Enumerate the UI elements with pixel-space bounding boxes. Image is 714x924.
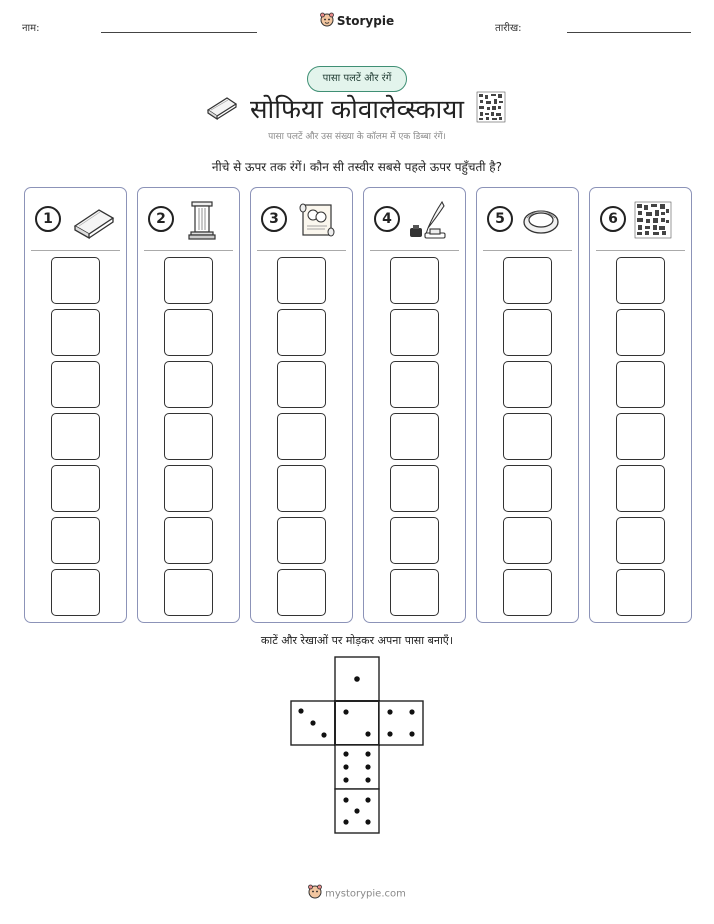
- color-box[interactable]: [390, 361, 439, 408]
- color-box[interactable]: [277, 309, 326, 356]
- dice-net[interactable]: [290, 656, 426, 842]
- color-box[interactable]: [503, 257, 552, 304]
- instruction: नीचे से ऊपर तक रंगें। कौन सी तस्वीर सबसे पहले ऊपर पहुँचती है?: [211, 160, 503, 174]
- pillar-icon: [182, 200, 232, 240]
- color-box[interactable]: [277, 257, 326, 304]
- color-box[interactable]: [51, 257, 100, 304]
- column-3: [250, 187, 353, 623]
- column-divider: [144, 250, 233, 251]
- color-box[interactable]: [164, 465, 213, 512]
- scroll-masks-icon: [295, 200, 345, 240]
- color-box[interactable]: [164, 309, 213, 356]
- color-box[interactable]: [616, 465, 665, 512]
- column-divider: [483, 250, 572, 251]
- color-box[interactable]: [616, 569, 665, 616]
- color-box[interactable]: [277, 569, 326, 616]
- color-box[interactable]: [503, 361, 552, 408]
- color-box[interactable]: [390, 413, 439, 460]
- quill-inkwell-icon: [408, 200, 458, 240]
- color-box[interactable]: [164, 569, 213, 616]
- ring-icon: [521, 200, 571, 240]
- color-box[interactable]: [51, 413, 100, 460]
- page-title: सोफिया कोवालेव्स्काया: [249, 95, 465, 125]
- column-divider: [596, 250, 685, 251]
- color-box[interactable]: [164, 517, 213, 564]
- column-number: 5: [487, 206, 513, 232]
- column-number: 4: [374, 206, 400, 232]
- brand-name: Storypie: [336, 14, 395, 28]
- activity-tag: पासा पलटें और रंगें: [307, 66, 407, 92]
- color-box[interactable]: [503, 309, 552, 356]
- column-5: [476, 187, 579, 623]
- mascot-icon: [308, 884, 322, 903]
- color-box[interactable]: [51, 361, 100, 408]
- date-label: तारीख:: [495, 23, 522, 34]
- color-box[interactable]: [164, 413, 213, 460]
- book-icon: [69, 200, 119, 240]
- color-box[interactable]: [51, 309, 100, 356]
- color-box[interactable]: [277, 361, 326, 408]
- color-box[interactable]: [616, 517, 665, 564]
- date-line[interactable]: [567, 32, 691, 33]
- mascot-icon: [320, 12, 334, 31]
- color-box[interactable]: [390, 465, 439, 512]
- cut-instruction: काटें और रेखाओं पर मोड़कर अपना पासा बनाएँ।: [260, 634, 454, 647]
- color-box[interactable]: [503, 465, 552, 512]
- color-box[interactable]: [616, 309, 665, 356]
- color-box[interactable]: [390, 569, 439, 616]
- column-divider: [370, 250, 459, 251]
- title-row: [0, 88, 714, 128]
- color-box[interactable]: [390, 517, 439, 564]
- footer: [0, 884, 714, 903]
- color-box[interactable]: [277, 517, 326, 564]
- qr-pattern-icon: [476, 91, 506, 127]
- subtitle: पासा पलटें और उस संख्या के कॉलम में एक डिब्बा रंगें।: [268, 132, 446, 142]
- color-box[interactable]: [390, 257, 439, 304]
- qr-pattern-icon: [634, 200, 684, 240]
- column-number: 1: [35, 206, 61, 232]
- color-box[interactable]: [616, 361, 665, 408]
- color-box[interactable]: [616, 413, 665, 460]
- color-box[interactable]: [277, 413, 326, 460]
- column-divider: [31, 250, 120, 251]
- column-2: [137, 187, 240, 623]
- color-box[interactable]: [616, 257, 665, 304]
- color-box[interactable]: [503, 413, 552, 460]
- color-box[interactable]: [277, 465, 326, 512]
- color-box[interactable]: [503, 569, 552, 616]
- column-number: 2: [148, 206, 174, 232]
- color-box[interactable]: [503, 517, 552, 564]
- column-divider: [257, 250, 346, 251]
- column-4: [363, 187, 466, 623]
- footer-url[interactable]: mystorypie.com: [325, 888, 406, 900]
- color-box[interactable]: [164, 257, 213, 304]
- column-number: 3: [261, 206, 287, 232]
- color-box[interactable]: [51, 517, 100, 564]
- column-6: [589, 187, 692, 623]
- brand-logo: [0, 12, 714, 31]
- name-line[interactable]: [101, 32, 257, 33]
- color-box[interactable]: [51, 465, 100, 512]
- color-box[interactable]: [390, 309, 439, 356]
- name-label: नाम:: [22, 23, 40, 34]
- color-box[interactable]: [164, 361, 213, 408]
- color-box[interactable]: [51, 569, 100, 616]
- column-1: [24, 187, 127, 623]
- column-number: 6: [600, 206, 626, 232]
